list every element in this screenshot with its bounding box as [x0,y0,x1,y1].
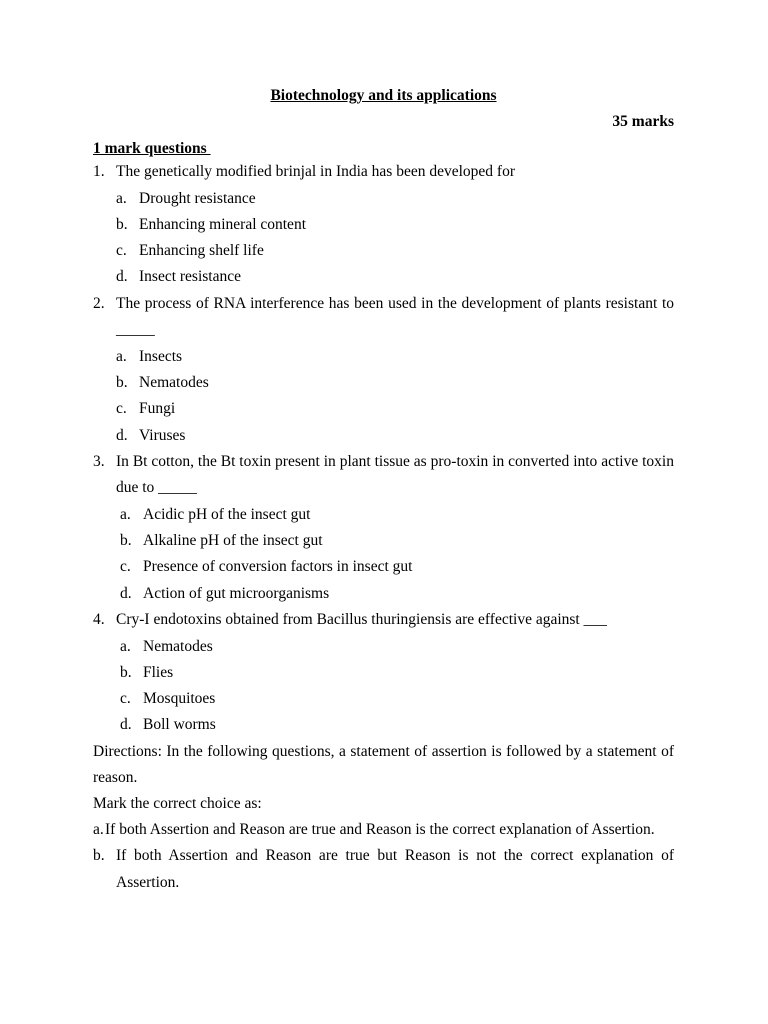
section-heading: 1 mark questions [93,140,211,157]
option-letter: a. [116,189,127,207]
option-letter: a. [120,505,131,523]
document-title: Biotechnology and its applications [270,87,497,104]
mark-choice-text: Mark the correct choice as: [93,794,262,812]
option [93,238,674,264]
option [93,634,674,660]
option-letter: b. [116,215,128,233]
question [93,607,674,634]
option-letter: d. [116,268,128,286]
question-number: 4. [93,611,105,629]
option-text: Drought resistance [139,189,256,207]
option-text: Presence of conversion factors in insect gut [143,558,413,576]
option [93,528,674,554]
option-text: Nematodes [139,373,209,391]
option-letter: c. [116,400,127,418]
option-list [93,344,674,449]
option [93,212,674,238]
choice-item [93,843,674,896]
total-marks: 35 marks [612,113,674,130]
option-text: Alkaline pH of the insect gut [143,532,323,550]
option-text: Flies [143,663,174,681]
question-number: 3. [93,452,105,470]
option [93,712,674,738]
question-text: The process of RNA interference has been used in the development of plants resistant to _____ [116,294,674,339]
choice-item [93,817,674,844]
option [93,660,674,686]
option-list [93,502,674,607]
choice-letter: b. [93,847,105,865]
option [93,344,674,370]
question-number: 1. [93,163,105,180]
option-text: Action of gut microorganisms [143,584,330,602]
question [93,449,674,502]
option [93,581,674,607]
option-letter: a. [116,347,127,365]
option [93,554,674,580]
option-text: Enhancing mineral content [139,215,306,233]
option-letter: b. [120,663,132,681]
option-text: Enhancing shelf life [139,242,264,260]
option-text: Boll worms [143,716,216,734]
option-letter: b. [116,373,128,391]
document-page [93,86,674,896]
option-text: Viruses [139,426,186,444]
option [93,186,674,212]
option-list [93,634,674,739]
option [93,396,674,422]
option-letter: a. [120,637,131,655]
directions-text: Directions: In the following questions, a statement of assertion is followed by a statement of reason. [93,742,674,786]
option-letter: b. [120,532,132,550]
option [93,686,674,712]
option-letter: c. [120,558,131,576]
option-list [93,186,674,291]
option-letter: c. [116,242,127,260]
option [93,502,674,528]
option-text: Fungi [139,400,176,418]
choice-text: If both Assertion and Reason are true but Reason is not the correct explanation of Assertion. [116,847,674,891]
option-text: Insects [139,347,183,365]
option [93,370,674,396]
option-letter: d. [120,584,132,602]
question [93,291,674,344]
question-text: The genetically modified brinjal in India has been developed for [116,163,515,180]
option-text: Nematodes [143,637,213,655]
question-text: Cry-I endotoxins obtained from Bacillus thuringiensis are effective against ___ [116,611,607,629]
option-text: Mosquitoes [143,690,216,708]
question-text: In Bt cotton, the Bt toxin present in plant tissue as pro-toxin in converted into active toxin due to _____ [116,452,674,497]
option-letter: d. [116,426,128,444]
option-letter: d. [120,716,132,734]
choice-letter: a. [93,820,104,838]
option [93,423,674,449]
option-text: Insect resistance [139,268,241,286]
option [93,264,674,290]
option-text: Acidic pH of the insect gut [143,505,311,523]
question [93,159,674,186]
question-number: 2. [93,294,105,312]
option-letter: c. [120,690,131,708]
choice-text: If both Assertion and Reason are true and Reason is the correct explanation of Assertion. [105,820,655,838]
